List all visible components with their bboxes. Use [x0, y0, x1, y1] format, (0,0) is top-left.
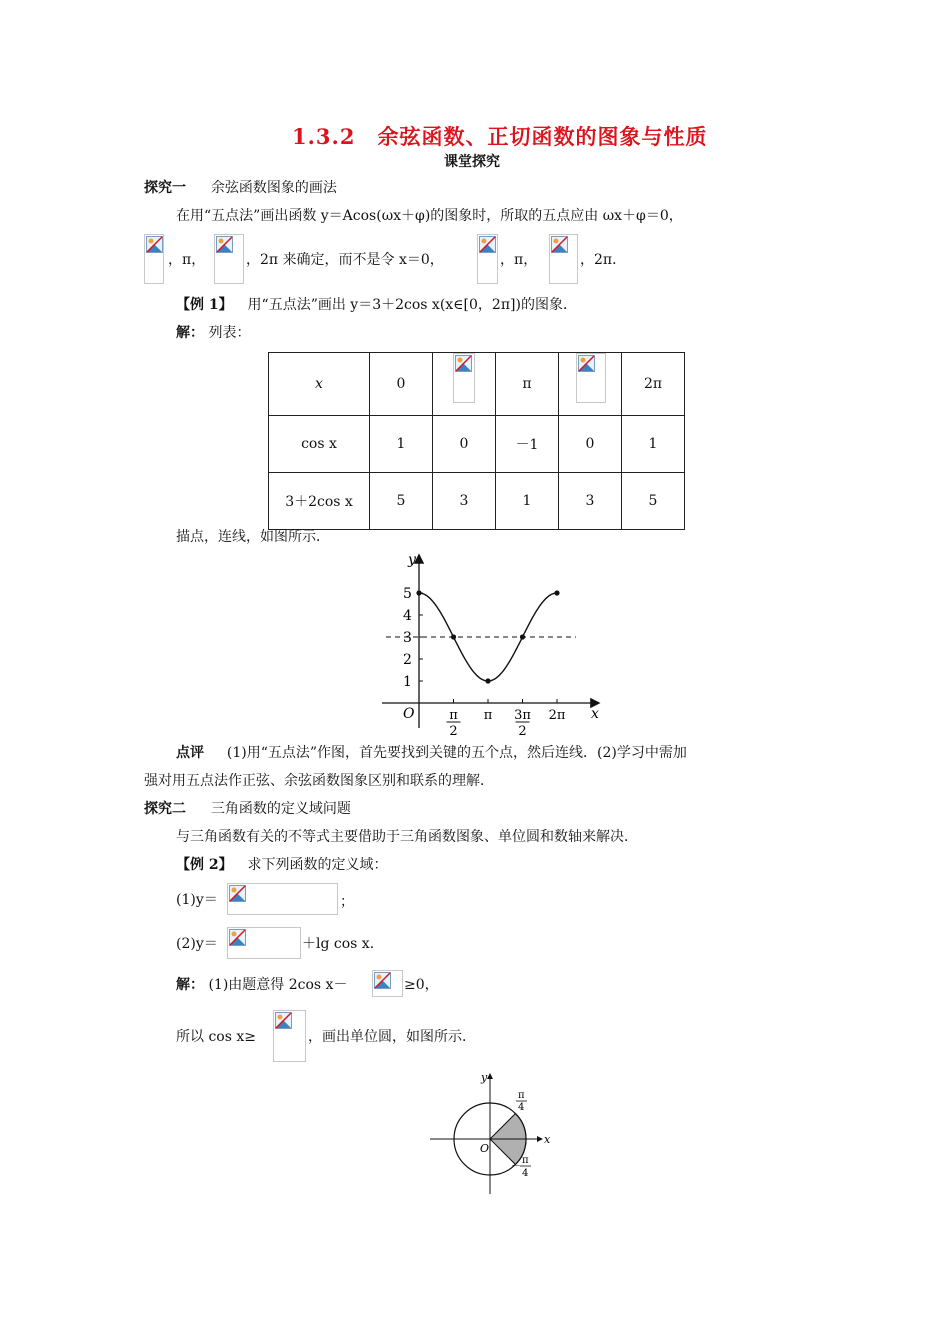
solution-label: 解：: [176, 977, 204, 993]
table-cell: 5: [622, 473, 685, 530]
after-table-text: 描点，连线，如图所示．: [176, 529, 330, 545]
y-tick-label: 4: [403, 608, 412, 624]
solution-text: 列表：: [208, 325, 251, 341]
table-cell: [559, 353, 622, 416]
data-point: [520, 634, 525, 639]
broken-image-icon: [229, 885, 246, 902]
lower-angle-denominator: 4: [522, 1168, 529, 1179]
page-subtitle: 课堂探究: [444, 154, 500, 170]
table-cell: 5: [370, 473, 433, 530]
section1-text-b3: ，π，: [500, 252, 538, 268]
table-cell: 2π: [622, 353, 685, 416]
solution-text-b: ≥0，: [404, 977, 439, 993]
formula-image: [576, 353, 606, 403]
table-cell: 1: [496, 473, 559, 530]
svg-text:3π: 3π: [514, 708, 531, 723]
value-table: [268, 352, 685, 530]
lower-angle-numerator: π: [522, 1155, 529, 1166]
example2-row: [176, 855, 388, 875]
x-tick-label: [484, 708, 493, 723]
data-point: [554, 590, 559, 595]
x-axis-label: x: [591, 706, 599, 722]
example1-text: 用“五点法”画出 y＝3＋2cos x(x∈[0，2π])的图象．: [247, 297, 577, 313]
x-tick-label: [549, 708, 566, 723]
example2-item1-suffix: ；: [340, 894, 354, 910]
svg-text:π: π: [483, 708, 493, 723]
formula-image: [144, 234, 164, 284]
section1-text-b2: ，2π 来确定，而不是令 x＝0，: [246, 252, 444, 268]
broken-image-icon: [216, 236, 233, 253]
table-row: [269, 416, 685, 473]
table-cell: 3: [559, 473, 622, 530]
formula-image: [453, 353, 475, 403]
table-cell: －1: [496, 416, 559, 473]
example2-text: 求下列函数的定义域：: [247, 857, 388, 873]
table-cell: cos x: [269, 416, 370, 473]
solution-line2-b: ，画出单位圆，如图所示．: [308, 1029, 476, 1045]
table-row: [269, 353, 685, 416]
origin-label: O: [480, 1142, 490, 1155]
section2-heading-text: 三角函数的定义域问题: [210, 801, 351, 817]
broken-image-icon: [551, 236, 568, 253]
comment-label: 点评: [176, 745, 204, 761]
comment-row1: [176, 743, 687, 763]
x-axis-label: x: [544, 1133, 551, 1146]
table-row: [269, 473, 685, 530]
upper-angle-denominator: 4: [518, 1102, 525, 1113]
unit-circle-diagram: [425, 1068, 565, 1198]
y-tick-label: 2: [403, 652, 412, 668]
table-cell: 3＋2cos x: [269, 473, 370, 530]
table-cell: 1: [370, 416, 433, 473]
section1-heading: 探究一: [144, 180, 186, 196]
comment-text1: (1)用“五点法”作图，首先要找到关键的五个点，然后连线．(2)学习中需加: [226, 745, 687, 761]
table-cell: 0: [559, 416, 622, 473]
formula-image: [214, 234, 244, 284]
section1-heading-text: 余弦函数图象的画法: [210, 180, 337, 196]
y-tick-label: 1: [403, 674, 412, 690]
section1-heading-row: [144, 178, 337, 198]
svg-text:2: 2: [449, 724, 458, 738]
section2-heading: 探究二: [144, 801, 186, 817]
y-tick-label: 3: [403, 630, 412, 646]
broken-image-icon: [578, 355, 595, 372]
example1-label: 【例 1】: [176, 297, 233, 313]
data-point: [416, 590, 421, 595]
section1-text-b1: ，π，: [168, 252, 206, 268]
y-axis-label: y: [408, 552, 416, 568]
data-point: [451, 634, 456, 639]
x-tick-label: [447, 708, 461, 738]
x-tick-label: [514, 708, 531, 738]
section1-paragraph-line1: 在用“五点法”画出函数 y＝Acos(ωx＋φ)的图象时，所取的五点应由 ωx＋φ＝0，: [176, 208, 683, 224]
formula-image: [227, 927, 301, 959]
table-cell: 1: [622, 416, 685, 473]
origin-label: O: [403, 706, 415, 722]
svg-text:π: π: [449, 708, 458, 723]
broken-image-icon: [374, 972, 391, 989]
comment-row2: 强对用五点法作正弦、余弦函数图象区别和联系的理解．: [144, 773, 494, 789]
broken-image-icon: [455, 355, 472, 372]
page-title: 1.3.2 余弦函数、正切函数的图象与性质: [292, 124, 708, 149]
broken-image-icon: [275, 1012, 292, 1029]
solution-label: 解：: [176, 325, 204, 341]
example2-label: 【例 2】: [176, 857, 233, 873]
table-cell: 3: [433, 473, 496, 530]
formula-image: [549, 234, 578, 284]
svg-text:2π: 2π: [548, 708, 566, 723]
table-cell: π: [496, 353, 559, 416]
section2-heading-row: [144, 799, 351, 819]
formula-image: [273, 1010, 306, 1062]
y-axis-label: y: [481, 1071, 488, 1084]
example2-item1-prefix: (1)y＝: [176, 892, 218, 908]
data-point: [485, 678, 490, 683]
solution-text-a: (1)由题意得 2cos x－: [208, 977, 348, 993]
table-cell: [433, 353, 496, 416]
example2-item2-prefix: (2)y＝: [176, 936, 218, 952]
table-cell: 0: [370, 353, 433, 416]
table-cell: x: [269, 353, 370, 416]
lower-angle-sign: －: [511, 1161, 521, 1172]
formula-image: [372, 970, 403, 997]
y-tick-label: 5: [403, 586, 412, 602]
solution-line2-a: 所以 cos x≥: [176, 1029, 256, 1045]
formula-image: [227, 883, 338, 915]
example1-solution-row: [176, 323, 250, 343]
broken-image-icon: [229, 929, 246, 946]
section2-paragraph: 与三角函数有关的不等式主要借助于三角函数图象、单位圆和数轴来解决．: [176, 829, 638, 845]
example1-row: [176, 295, 577, 315]
section1-text-b4: ，2π．: [580, 252, 627, 268]
example2-item2-suffix: ＋lg cos x．: [302, 936, 384, 952]
upper-angle-label: [516, 1090, 527, 1113]
upper-angle-numerator: π: [518, 1090, 525, 1101]
broken-image-icon: [146, 236, 163, 253]
svg-text:2: 2: [518, 724, 527, 738]
broken-image-icon: [479, 236, 496, 253]
table-cell: 0: [433, 416, 496, 473]
example2-solution-row: [176, 975, 347, 995]
formula-image: [477, 234, 498, 284]
cosine-graph: [370, 548, 610, 738]
